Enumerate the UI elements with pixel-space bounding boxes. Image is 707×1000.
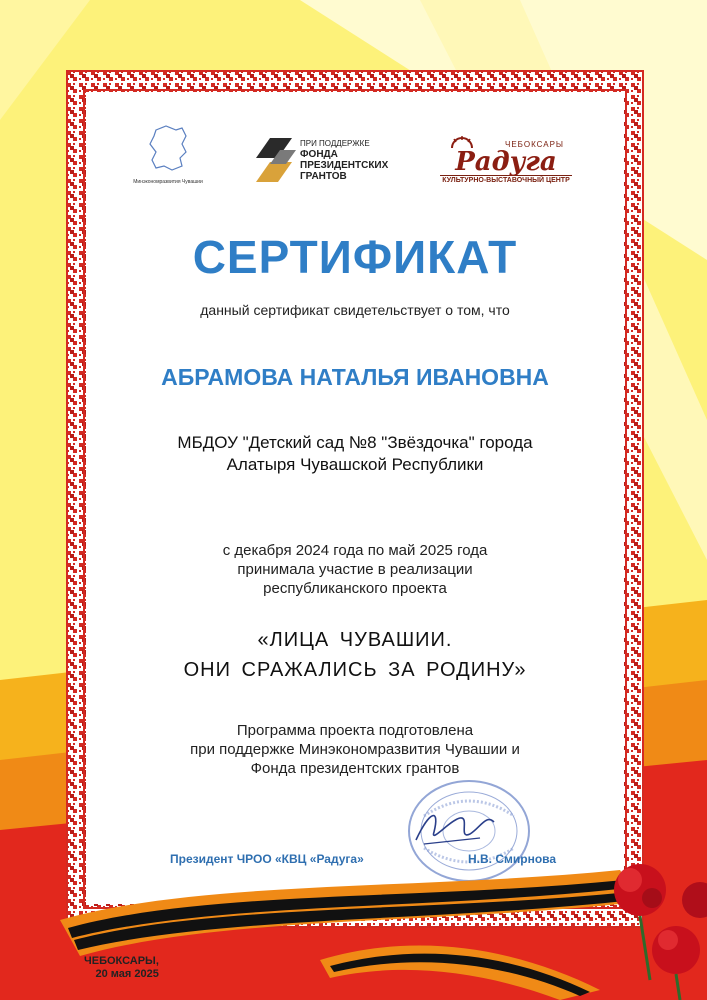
project-name [86,625,624,685]
presidential-grants-logo [256,138,416,198]
program-line-1: Программа проекта подготовлена [236,722,474,739]
organization [86,432,624,476]
project-line-1: «ЛИЦА ЧУВАШИИ. [257,629,453,651]
raduga-logo [440,140,572,196]
fund-line-3: ГРАНТОВ [300,171,347,182]
fund-pre-text: ПРИ ПОДДЕРЖКЕ [300,139,370,148]
period-line-2: принимала участие в реализации [237,561,473,578]
carnation-flowers-icon [614,864,707,1000]
sun-rays-icon [450,136,474,148]
raduga-subtitle: КУЛЬТУРНО-ВЫСТАВОЧНЫЙ ЦЕНТР [440,175,572,184]
period-line-3: республиканского проекта [263,580,447,597]
period-line-1: с декабря 2024 года по май 2025 года [222,542,488,559]
program-line-2: при поддержке Минэкономразвития Чувашии и [190,741,520,758]
city-date [84,955,159,981]
fund-line-2: ПРЕЗИДЕНТСКИХ [300,160,389,171]
raduga-name: Радуга [455,147,557,177]
org-line-1: МБДОУ "Детский сад №8 "Звёздочка" города [177,433,533,452]
signer-name: Н.В. Смирнова [468,852,557,866]
org-line-2: Алатыря Чувашской Республики [226,455,484,474]
chuvashia-map-icon [146,124,190,172]
program-note [86,721,624,778]
date: 20 мая 2025 [95,968,159,980]
city: ЧЕБОКСАРЫ, [84,955,159,967]
project-line-2: ОНИ СРАЖАЛИСЬ ЗА РОДИНУ» [183,659,527,681]
region-logo-caption: Минэкономразвития Чувашии [133,179,203,185]
raduga-city: ЧЕБОКСАРЫ [505,140,564,149]
grants-fund-icon [256,138,296,184]
signer-title: Президент ЧРОО «КВЦ «Радуга» [170,852,364,866]
fund-line-1: ФОНДА [300,149,338,160]
participation-period [86,541,624,598]
recipient-name: АБРАМОВА НАТАЛЬЯ ИВАНОВНА [161,364,549,390]
program-line-3: Фонда президентских грантов [250,760,460,777]
certificate-title: СЕРТИФИКАТ [192,231,518,283]
region-logo [128,124,208,214]
certificate-subtitle: данный сертификат свидетельствует о том, что [200,302,510,318]
